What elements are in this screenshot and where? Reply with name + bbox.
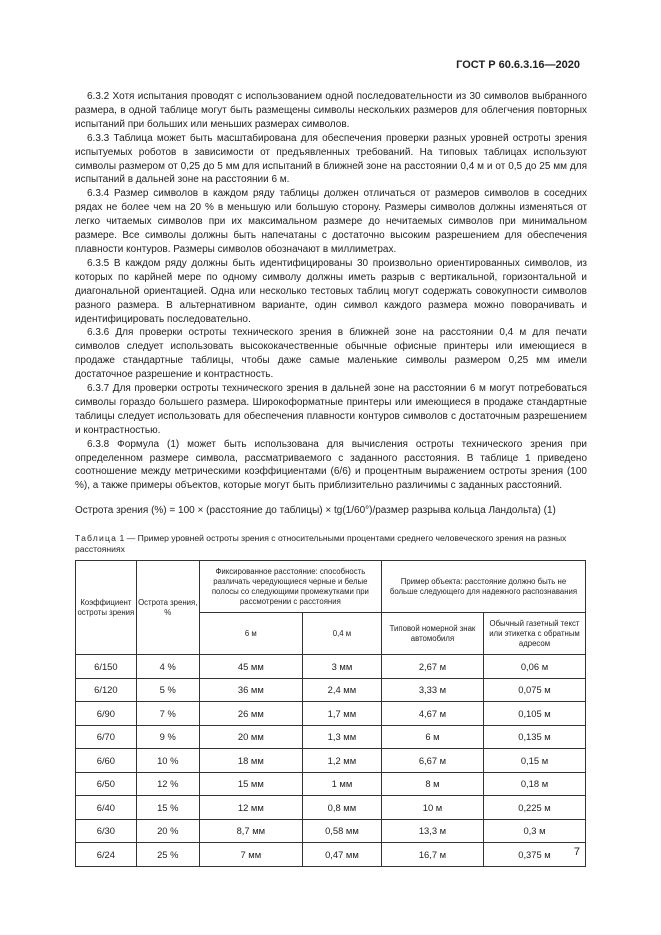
cell-acuity: 15 % (136, 796, 199, 820)
cell-6m: 20 мм (199, 725, 302, 749)
cell-6m: 8,7 мм (199, 819, 302, 843)
table-caption (75, 533, 587, 555)
cell-plate: 3,33 м (381, 678, 483, 702)
cell-news: 0,15 м (483, 749, 585, 773)
table-caption-text: 1 — Пример уровней остроты зрения с относительными процентами среднего человеческого зрения на разных расстояниях (75, 533, 567, 554)
paragraph-6-3-5: 6.3.5 В каждом ряду должны быть идентифицированы 30 произвольно ориентированных символов, из которых по карйней мере по одному символу должны иметь разрыв с вертикальной, горизонтальной и диагональной ориентацией. Одна или несколько тестовых таблиц могут содержать совокупности символов разного размера. В альтернативном варианте, один символ каждого размера можно поворачивать и идентифицировать последовательно. (75, 257, 587, 325)
body-text (75, 90, 587, 493)
cell-6m: 45 мм (199, 655, 302, 679)
header-distance-6m: 6 м (199, 613, 302, 655)
cell-acuity: 20 % (136, 819, 199, 843)
cell-6m: 36 мм (199, 678, 302, 702)
table-row (76, 678, 586, 702)
cell-coef: 6/150 (76, 655, 137, 679)
cell-coef: 6/50 (76, 772, 137, 796)
cell-coef: 6/120 (76, 678, 137, 702)
cell-coef: 6/40 (76, 796, 137, 820)
acuity-table (75, 560, 586, 867)
paragraph-6-3-7: 6.3.7 Для проверки остроты технического зрения в дальней зоне на расстоянии 6 м могут потребоваться символы гораздо большего размера. Широкоформатные принтеры или имеющиеся в продаже стандартные таблицы следует использовать для обеспечения плавности контуров символов с достаточным разрешением и контрастностью. (75, 383, 587, 436)
cell-coef: 6/70 (76, 725, 137, 749)
cell-04m: 0,47 мм (302, 843, 381, 867)
paragraph-6-3-8: 6.3.8 Формула (1) может быть использована для вычисления остроты технического зрения при определенном размере символа, рассматриваемого с заданного расстояния. В таблице 1 приведено соотношение между метрическими коэффициентами (6/6) и процентным выражением остроты зрения (100 %), а также примеры объектов, которые могут быть приблизительно различимы с заданных расстояний. (75, 438, 587, 492)
cell-plate: 16,7 м (381, 843, 483, 867)
formula-1: Острота зрения (%) = 100 × (расстояние до таблицы) × tg(1/60°)/размер разрыва кольца Ландольта) (1) (75, 505, 556, 516)
cell-04m: 2,4 мм (302, 678, 381, 702)
paragraph-6-3-2: 6.3.2 Хотя испытания проводят с использованием одной последовательности из 30 символов выбранного размера, в одной таблице могут быть размещены символы нескольких размеров для облегчения повторных испытаний при больших или меньших размерах символов. (75, 91, 587, 130)
cell-6m: 26 мм (199, 702, 302, 726)
cell-04m: 3 мм (302, 655, 381, 679)
cell-coef: 6/60 (76, 749, 137, 773)
cell-coef: 6/90 (76, 702, 137, 726)
cell-04m: 0,8 мм (302, 796, 381, 820)
cell-04m: 1,7 мм (302, 702, 381, 726)
table-row (76, 655, 586, 679)
table-row (76, 749, 586, 773)
table-row (76, 772, 586, 796)
table-row (76, 843, 586, 867)
cell-04m: 1 мм (302, 772, 381, 796)
table-row (76, 796, 586, 820)
page-number: 7 (573, 846, 580, 858)
cell-plate: 10 м (381, 796, 483, 820)
paragraph-6-3-4: 6.3.4 Размер символов в каждом ряду таблицы должен отличаться от размеров символов в соседних рядах не более чем на 20 % в меньшую или большую сторону. Размеры символов должны изменяться от легко читаемых символов при их максимальном размере до нечитаемых символов при минимальном размере. Все символы должны быть напечатаны с достаточно высоким разрешением для обеспечения плавности контуров. Размеры символов обозначают в миллиметрах. (75, 188, 587, 255)
cell-plate: 2,67 м (381, 655, 483, 679)
cell-04m: 0,58 мм (302, 819, 381, 843)
cell-04m: 1,3 мм (302, 725, 381, 749)
header-distance-04m: 0,4 м (302, 613, 381, 655)
cell-news: 0,3 м (483, 819, 585, 843)
cell-news: 0,135 м (483, 725, 585, 749)
cell-news: 0,18 м (483, 772, 585, 796)
cell-plate: 6 м (381, 725, 483, 749)
header-license-plate: Типовой номерной знак автомобиля (381, 613, 483, 655)
table-caption-label: Таблица (75, 533, 118, 543)
cell-6m: 7 мм (199, 843, 302, 867)
cell-acuity: 7 % (136, 702, 199, 726)
cell-6m: 15 мм (199, 772, 302, 796)
cell-plate: 13,3 м (381, 819, 483, 843)
cell-acuity: 12 % (136, 772, 199, 796)
cell-6m: 12 мм (199, 796, 302, 820)
cell-acuity: 4 % (136, 655, 199, 679)
cell-04m: 1,2 мм (302, 749, 381, 773)
table-body (76, 655, 586, 867)
cell-news: 0,06 м (483, 655, 585, 679)
cell-acuity: 10 % (136, 749, 199, 773)
header-acuity: Острота зрения, % (136, 561, 199, 655)
header-coef: Коэффициент остроты зрения (76, 561, 137, 655)
header-newspaper-text: Обычный газетный текст или этикетка с обратным адресом (483, 613, 585, 655)
cell-plate: 6,67 м (381, 749, 483, 773)
cell-news: 0,225 м (483, 796, 585, 820)
table-row (76, 819, 586, 843)
header-example-object: Пример объекта: расстояние должно быть не больше следующего для надежного распознавания (381, 561, 585, 613)
cell-acuity: 9 % (136, 725, 199, 749)
cell-news: 0,075 м (483, 678, 585, 702)
header-fixed-distance: Фиксированное расстояние: способность различать чередующиеся черные и белые полосы со следующими промежутками при рассмотрении с расстояния (199, 561, 381, 613)
cell-coef: 6/24 (76, 843, 137, 867)
cell-news: 0,375 м (483, 843, 585, 867)
cell-6m: 18 мм (199, 749, 302, 773)
cell-plate: 4,67 м (381, 702, 483, 726)
cell-news: 0,105 м (483, 702, 585, 726)
cell-coef: 6/30 (76, 819, 137, 843)
cell-acuity: 25 % (136, 843, 199, 867)
paragraph-6-3-6: 6.3.6 Для проверки остроты технического зрения в ближней зоне на расстоянии 0,4 м для печати символов следует использовать высококачественные обычные офисные принтеры или имеющиеся в продаже стандартные таблицы, чтобы даже самые маленькие символы размером 0,25 мм имели достаточное разрешение и контрастность. (75, 327, 587, 381)
cell-acuity: 5 % (136, 678, 199, 702)
table-row (76, 725, 586, 749)
document-header: ГОСТ Р 60.6.3.16—2020 (456, 59, 580, 71)
paragraph-6-3-3: 6.3.3 Таблица может быть масштабирована для обеспечения проверки разных уровней остроты зрения испытуемых роботов в зависимости от предъявленных требований. На типовых таблицах используют символы размером от 0,25 до 5 мм для испытаний в ближней зоне на расстоянии 0,4 м и от 0,5 до 25 мм для испытаний в дальней зоне на расстоянии 6 м. (75, 132, 587, 186)
table-row (76, 702, 586, 726)
cell-plate: 8 м (381, 772, 483, 796)
